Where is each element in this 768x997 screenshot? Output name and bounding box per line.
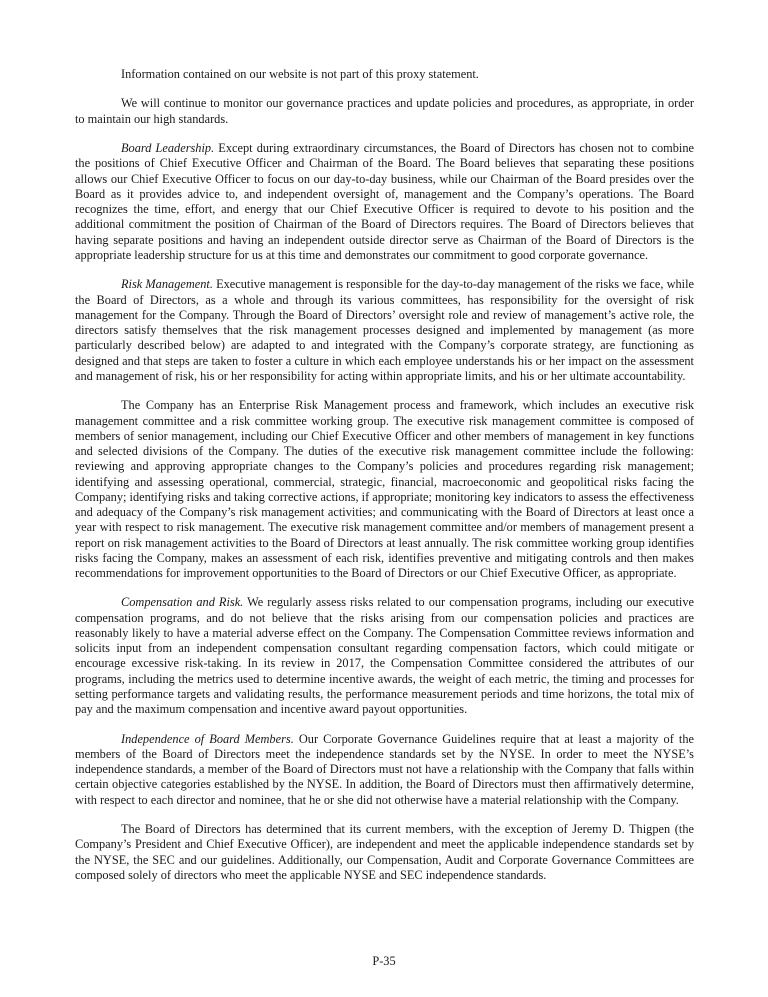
paragraph-independence xyxy=(75,732,694,808)
paragraph-text: We regularly assess risks related to our compensation programs, including our executive compensation programs, and do not believe that the risks arising from our compensation policies and practices are reasonably likely to have a material adverse effect on the Company. The Compensation Committee reviews information and solicits input from an independent compensation consultant regarding compensation factors, which could mitigate or encourage excessive risk-taking. In its review in 2017, the Compensation Committee considered the attributes of our programs, including the metrics used to determine incentive awards, the weight of each metric, the timing and processes for setting performance targets and validating results, the performance measurement periods and time horizons, the total mix of pay and the maximum compensation and incentive award payout opportunities. xyxy=(75,595,694,717)
paragraph-text: The Board of Directors has determined that its current members, with the exception of Jeremy D. Thigpen (the Company’s President and Chief Executive Officer), are independent and meet the applicable independence standards set by the NYSE, the SEC and our guidelines. Additionally, our Compensation, Audit and Corporate Governance Committees are composed solely of directors who meet the applicable NYSE and SEC independence standards. xyxy=(75,822,694,882)
page-number: P-35 xyxy=(372,954,396,968)
paragraph-monitor-governance xyxy=(75,96,694,127)
section-heading-compensation-risk: Compensation and Risk. xyxy=(121,595,244,610)
section-heading-independence: Independence of Board Members. xyxy=(121,731,294,746)
paragraph-risk-management xyxy=(75,277,694,384)
paragraph-enterprise-risk xyxy=(75,398,694,581)
paragraph-text: Information contained on our website is not part of this proxy statement. xyxy=(121,67,479,81)
paragraph-text: Except during extraordinary circumstances, the Board of Directors has chosen not to combine the positions of Chief Executive Officer and Chairman of the Board. The Board believes that separating these positions allows our Chief Executive Officer to focus on our day-to-day business, while our Chairman of the Board presides over the Board as it provides advice to, and independent oversight of, management and the Company’s operations. The Board recognizes the time, effort, and energy that our Chief Executive Officer is required to devote to his position and the additional commitment the position of Chairman of the Board of Directors requires. The Board of Directors believes that having separate positions and having an independent outside director serve as Chairman of the Board of Directors is the appropriate leadership structure for us at this time and demonstrates our commitment to good corporate governance. xyxy=(75,141,694,262)
paragraph-compensation-risk xyxy=(75,595,694,717)
document-body xyxy=(75,67,694,897)
paragraph-website-note xyxy=(75,67,694,82)
section-heading-board-leadership: Board Leadership. xyxy=(121,141,215,156)
paragraph-text: The Company has an Enterprise Risk Management process and framework, which includes an executive risk management committee and a risk committee working group. The executive risk management committee is composed of members of senior management, including our Chief Executive Officer and other members of management in key functions and selected divisions of the Company. The duties of the executive risk management committee include the following: reviewing and approving appropriate changes to the Company’s policies and procedures regarding risk management; identifying and assessing operational, commercial, strategic, financial, macroeconomic and geopolitical risks facing the Company; identifying risks and taking corrective actions, if appropriate; monitoring key indicators to assess the effectiveness and adequacy of the Company’s risk management activities; and communicating with the Board of Directors at least once a year with respect to risk management. The executive risk management committee and/or members of management present a report on risk management activities to the Board of Directors at least annually. The risk committee working group identifies risks facing the Company, makes an assessment of each risk, identifies preventive and mitigating controls and then makes recommendations for improvement opportunities to the Board of Directors or our Chief Executive Officer, as appropriate. xyxy=(75,398,694,580)
paragraph-text: Executive management is responsible for the day-to-day management of the risks we face, while the Board of Directors, as a whole and through its various committees, has responsibility for the oversight of risk management for the Company. Through the Board of Directors’ oversight role and review of management’s active role, the directors satisfy themselves that the risk management processes designed and implemented by management (as more particularly described below) are adapted to and integrated with the Company’s corporate strategy, are functioning as designed and that steps are taken to foster a culture in which each employee understands his or her impact on the assessment and management of risk, his or her responsibility for acting within appropriate limits, and his or her ultimate accountability. xyxy=(75,277,694,383)
paragraph-text: We will continue to monitor our governance practices and update policies and procedures, as appropriate, in order to maintain our high standards. xyxy=(75,96,694,126)
paragraph-board-leadership xyxy=(75,141,694,263)
paragraph-text: Our Corporate Governance Guidelines require that at least a majority of the members of the Board of Directors meet the independence standards set by the NYSE. In order to meet the NYSE’s independence standards, a member of the Board of Directors must not have a relationship with the Company that falls within certain objective categories established by the NYSE. In addition, the Board of Directors must then affirmatively determine, with respect to each director and nominee, that he or she did not otherwise have a material relationship with the Company. xyxy=(75,731,694,807)
paragraph-board-determination xyxy=(75,822,694,883)
section-heading-risk-management: Risk Management. xyxy=(121,277,213,292)
